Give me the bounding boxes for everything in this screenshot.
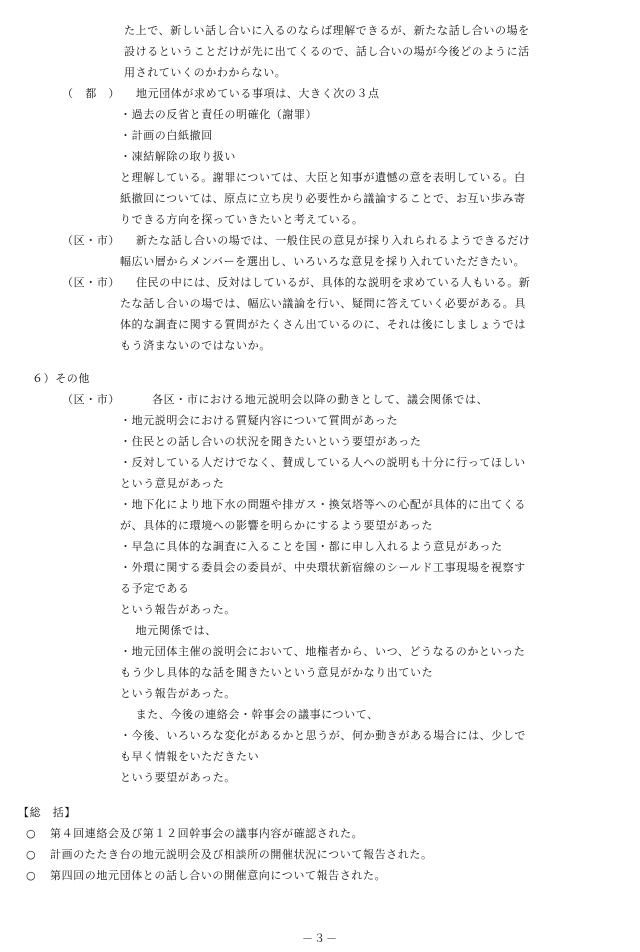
section6-line: という報告があった。: [120, 687, 236, 700]
ward-statement-line: 幅広い層からメンバーを選出し、いろいろな意見を採り入れていただきたい。: [120, 255, 526, 268]
ward-statement-line: 体的な調査に関する質問がたくさん出ているのに、それは後にしましょうでは: [120, 318, 526, 331]
speaker-label-to: （ 都 ）: [62, 87, 120, 100]
section6-line: という報告があった。: [120, 603, 236, 616]
section6-line: ・反対している人だけでなく、賛成している人への説明も十分に行ってほしい: [120, 456, 526, 469]
section6-line: ・今後、いろいろな変化があるかと思うが、何か動きがある場合には、少しで: [120, 729, 526, 742]
section6-line: という意見があった: [120, 477, 225, 490]
section6-line: もう少し具体的な話を聞きたいという意見がかなり出ていた: [120, 666, 434, 679]
page-number: －３－: [302, 932, 338, 945]
section6-line: ・地元団体主催の説明会において、地権者から、いつ、どうなるのかといった: [120, 645, 526, 658]
section6-line: という要望があった。: [120, 771, 236, 784]
summary-item: [26, 827, 363, 841]
section6-first-line: 各区・市における地元説明会以降の動きとして、議会関係では、: [152, 393, 489, 406]
to-closing-line: 紙撤回については、原点に立ち戻り必要性から議論することで、お互い歩み寄: [120, 192, 526, 205]
section-heading: ６）その他: [32, 372, 90, 385]
intro-line: 設けるということだけが先に出てくるので、話し合いの場が今後どのように活: [124, 45, 530, 58]
to-closing-line: りできる方向を探っていきたいと考えている。: [120, 213, 364, 226]
circle-bullet-icon: ○: [26, 869, 37, 882]
section6-line: また、今後の連絡会・幹事会の議事について、: [124, 708, 379, 721]
speaker-label-ward: （区・市）: [62, 276, 120, 289]
ward-statement-line: 住民の中には、反対はしているが、具体的な説明を求めている人もいる。新: [136, 276, 531, 289]
to-closing-line: と理解している。謝罪については、大臣と知事が遺憾の意を表明している。白: [120, 171, 526, 184]
section6-line: ・外環に関する委員会の委員が、中央環状新宿線のシールド工事現場を視察す: [120, 561, 526, 574]
circle-bullet-icon: ○: [26, 827, 37, 840]
summary-item-text: 第四回の地元団体との話し合いの開催意向について報告された。: [50, 869, 387, 882]
section6-line: る予定である: [120, 582, 190, 595]
section6-line: ・地下化により地下水の問題や排ガス・換気塔等への心配が具体的に出てくる: [120, 498, 526, 511]
summary-heading: 【総 括】: [18, 806, 76, 819]
to-list-item: ・凍結解除の取り扱い: [120, 150, 236, 163]
section6-line: が、具体的に環境への影響を明らかにするよう要望があった: [120, 519, 434, 532]
section6-line: ・地元説明会における質疑内容について質問があった: [120, 414, 399, 427]
ward-statement-line: 新たな話し合いの場では、一般住民の意見が採り入れられるようできるだけ: [136, 234, 531, 247]
summary-item-text: 計画のたたき台の地元説明会及び相談所の開催状況について報告された。: [50, 848, 433, 861]
section6-line: 地元関係では、: [124, 624, 217, 637]
summary-item-text: 第４回連絡会及び第１２回幹事会の議事内容が確認された。: [50, 827, 364, 840]
to-list-item: ・過去の反省と責任の明確化（謝罪）: [120, 108, 318, 121]
section6-line: も早く情報をいただきたい: [120, 750, 260, 763]
speaker-label-ward: （区・市）: [62, 393, 120, 406]
to-list-item: ・計画の白紙撤回: [120, 129, 213, 142]
section6-line: ・早急に具体的な調査に入ることを国・都に申し入れるよう意見があった: [120, 540, 503, 553]
intro-line: た上で、新しい話し合いに入るのならば理解できるが、新たな話し合いの場を: [124, 24, 530, 37]
summary-item: [26, 848, 433, 862]
speaker-label-ward: （区・市）: [62, 234, 120, 247]
summary-item: [26, 869, 386, 883]
intro-line: 用されていくのかわからない。: [124, 66, 287, 79]
ward-statement-line: たな話し合いの場では、幅広い議論を行い、疑問に答えていく必要がある。具: [120, 297, 526, 310]
circle-bullet-icon: ○: [26, 848, 37, 861]
ward-statement-line: もう済まないのではないか。: [120, 339, 271, 352]
to-lead-text: 地元団体が求めている事項は、大きく次の３点: [136, 87, 380, 100]
section6-line: ・住民との話し合いの状況を聞きたいという要望があった: [120, 435, 422, 448]
